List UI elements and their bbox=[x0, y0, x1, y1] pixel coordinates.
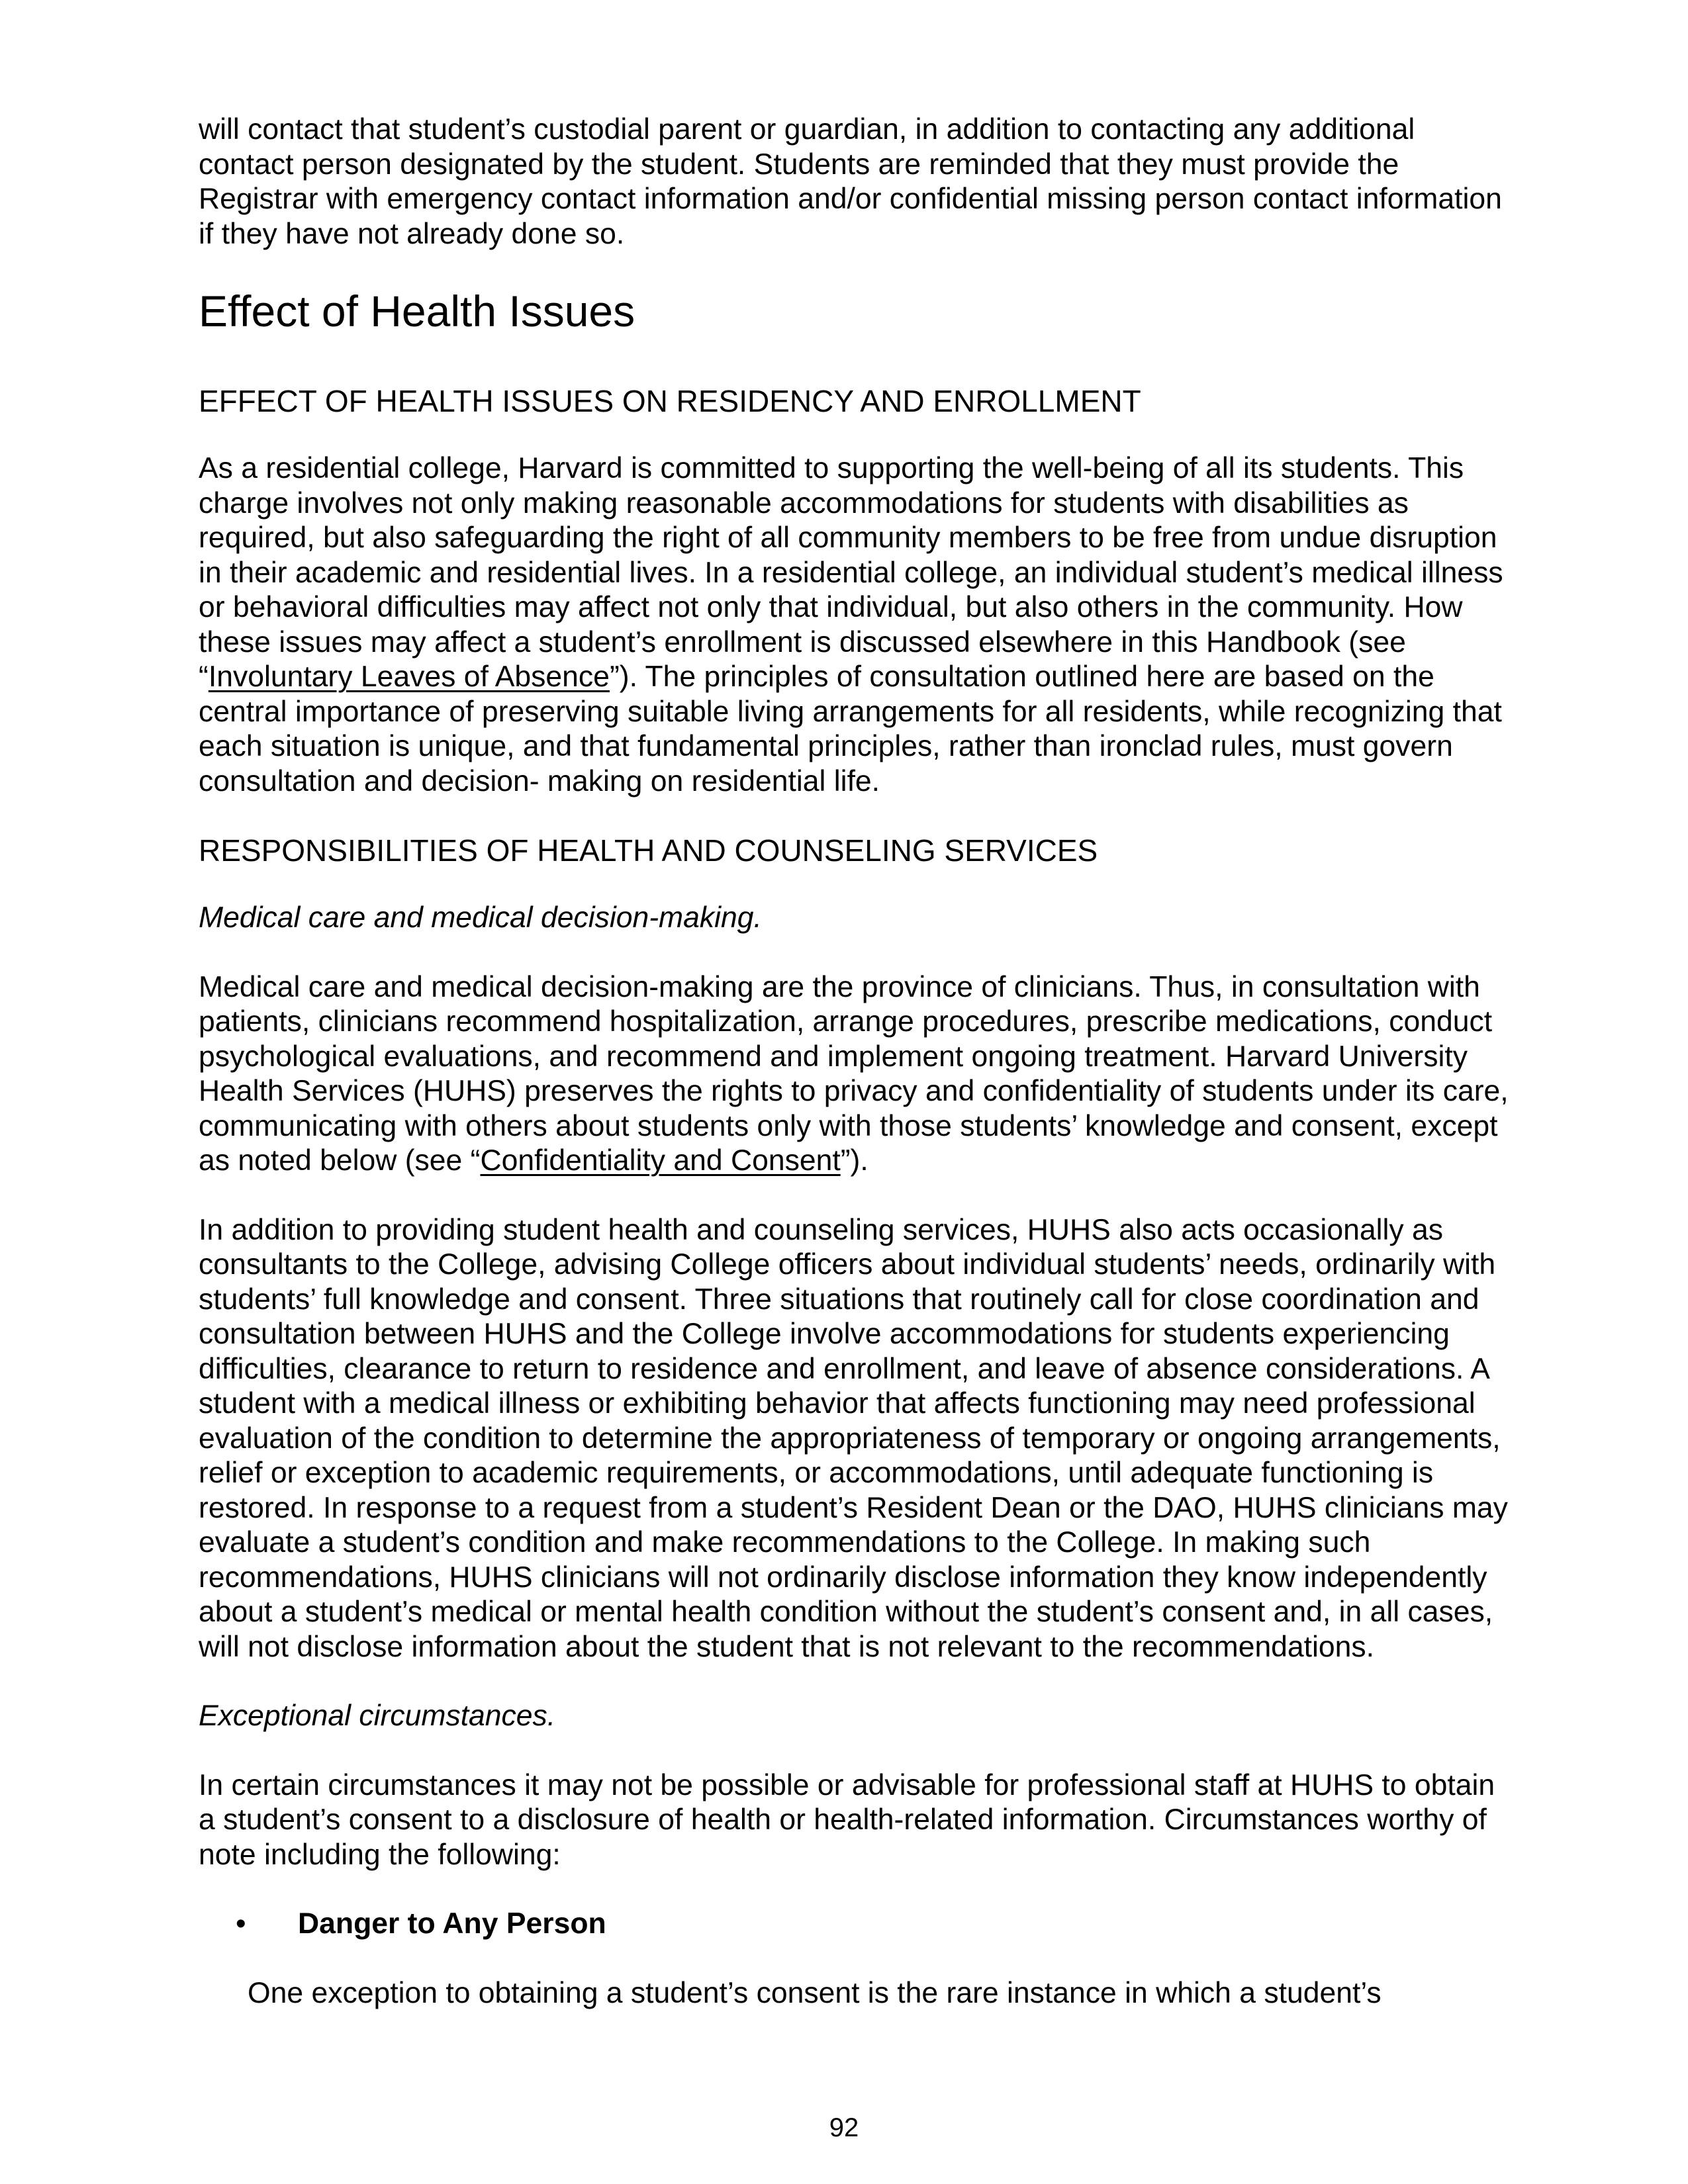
residency-text-start: As a residential college, Harvard is committed to supporting the well-being of all its students. This charge involves not only making reasonable accommodations for students with disabilities as required, but also safeguarding the right of all community members to be free from undue disruption in their academic and residential lives. In a residential college, an individual student’s medical illness or behavioral difficulties may affect not only that individual, but also others in the community. How these issues may affect a student’s enrollment is discussed elsewhere in this Handbook (see “ bbox=[199, 452, 1503, 693]
involuntary-leaves-link[interactable]: Involuntary Leaves of Absence bbox=[208, 660, 610, 693]
section-title: Effect of Health Issues bbox=[199, 287, 635, 336]
intro-paragraph: will contact that student’s custodial parent or guardian, in addition to contacting any additional contact person designated by the student. Students are reminded that they must provide the Registrar with emergency contact information and/or confidential missing person contact information if they have not already done so. bbox=[199, 113, 1502, 250]
medical-care-text-start: Medical care and medical decision-making are the province of clinicians. Thus, in consultation with patients, clinicians recommend hospitalization, arrange procedures, prescribe medications, conduct psychological evaluations, and recommend and implement ongoing treatment. Harvard University Health Services (HUHS) preserves the rights to privacy and confidentiality of students under its care, communicating with others about students only with those students’ knowledge and consent, except as noted below (see “ bbox=[199, 970, 1509, 1177]
exceptional-circumstances-paragraph: In certain circumstances it may not be possible or advisable for professional staff at HUHS to obtain a student’s consent to a disclosure of health or health-related information. Circumstances worthy of note including the following: bbox=[199, 1768, 1495, 1871]
subsection-heading-responsibilities: RESPONSIBILITIES OF HEALTH AND COUNSELING SERVICES bbox=[199, 833, 1098, 868]
document-page bbox=[199, 113, 1516, 2011]
consultants-paragraph: In addition to providing student health and counseling services, HUHS also acts occasionally as consultants to the College, advising College officers about individual students’ needs, ordinarily with students’ full knowledge and consent. Three situations that routinely call for close coordination and consultation between HUHS and the College involve accommodations for students experiencing difficulties, clearance to return to residence and enrollment, and leave of absence considerations. A student with a medical illness or exhibiting behavior that affects functioning may need professional evaluation of the condition to determine the appropriateness of temporary or ongoing arrangements, relief or exception to academic requirements, or accommodations, until adequate functioning is restored. In response to a request from a student’s Resident Dean or the DAO, HUHS clinicians may evaluate a student’s condition and make recommendations to the College. In making such recommendations, HUHS clinicians will not ordinarily disclose information they know independently about a student’s medical or mental health condition without the student’s consent and, in all cases, will not disclose information about the student that is not relevant to the recommendations. bbox=[199, 1213, 1508, 1663]
medical-care-paragraph bbox=[199, 970, 1516, 1179]
exceptional-circumstances-subheading: Exceptional circumstances. bbox=[199, 1700, 556, 1732]
medical-care-subheading: Medical care and medical decision-making. bbox=[199, 901, 762, 934]
residency-paragraph bbox=[199, 451, 1516, 799]
bullet-marker: • bbox=[236, 1907, 246, 1940]
residency-text-end: ”). The principles of consultation outlined here are based on the central importance of preserving suitable living arrangements for all residents, while recognizing that each situation is unique, and that fundamental principles, rather than ironclad rules, must govern consultation and decision- making on residential life. bbox=[199, 660, 1502, 797]
medical-care-text-end: ”). bbox=[840, 1144, 868, 1177]
bullet-label: Danger to Any Person bbox=[298, 1907, 606, 1940]
confidentiality-consent-link[interactable]: Confidentiality and Consent bbox=[480, 1144, 841, 1177]
page-number: 92 bbox=[829, 2113, 859, 2142]
bullet-item-danger bbox=[236, 1907, 1516, 1942]
subsection-heading-residency: EFFECT OF HEALTH ISSUES ON RESIDENCY AND ENROLLMENT bbox=[199, 384, 1141, 418]
danger-paragraph: One exception to obtaining a student’s consent is the rare instance in which a student’s bbox=[248, 1976, 1382, 2009]
